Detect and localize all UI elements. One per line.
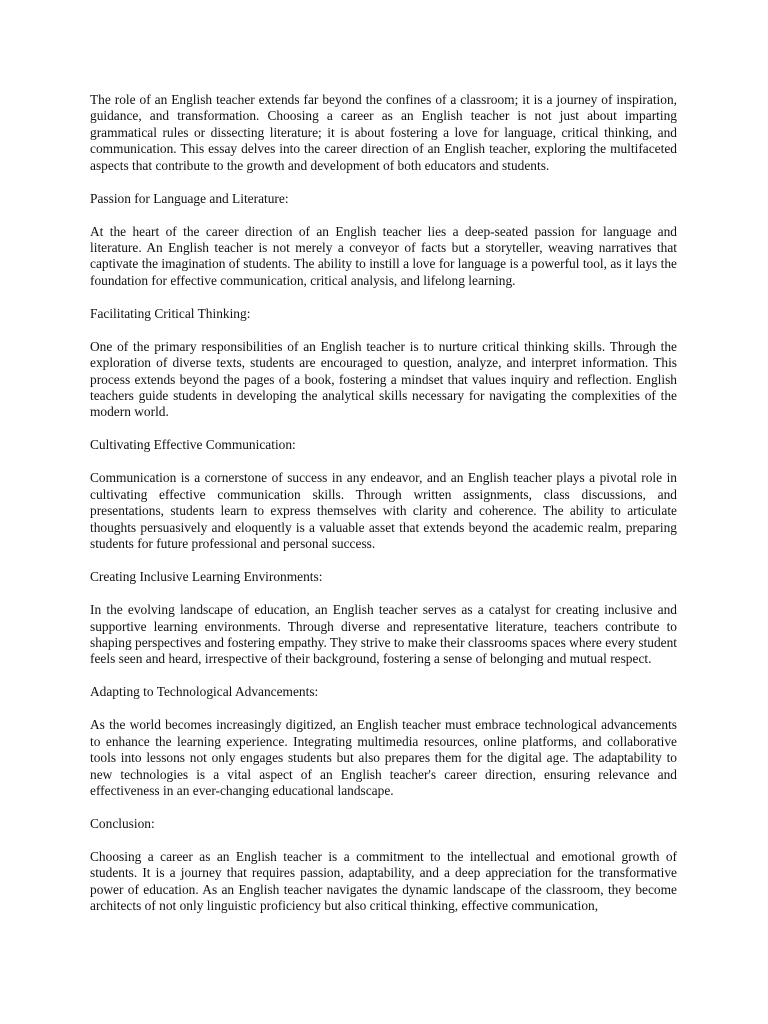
section-body-inclusive: In the evolving landscape of education, an English teacher serves as a catalyst for creating inclusive and supportive learning environments. Through diverse and representative literature, teachers contribute to shaping perspectives and fostering empathy. They strive to make their classrooms spaces where every student feels seen and heard, irrespective of their background, fostering a sense of belonging and mutual respect.: [90, 602, 677, 667]
section-body-conclusion: Choosing a career as an English teacher is a commitment to the intellectual and emotional growth of students. It is a journey that requires passion, adaptability, and a deep appreciation for the transformative power of education. As an English teacher navigates the dynamic landscape of the classroom, they become architects of not only linguistic proficiency but also critical thinking, effective communication,: [90, 848, 677, 914]
section-heading-critical-thinking: Facilitating Critical Thinking:: [90, 305, 251, 321]
section-heading-inclusive: Creating Inclusive Learning Environments:: [90, 569, 323, 585]
section-heading-communication: Cultivating Effective Communication:: [90, 437, 296, 453]
section-body-technology: As the world becomes increasingly digitized, an English teacher must embrace technological advancements to enhance the learning experience. Integrating multimedia resources, online platforms, and collaborative tools into lessons not only engages students but also prepares them for the digital age. The adaptability to new technologies is a vital aspect of an English teacher's career direction, ensuring relevance and effectiveness in an ever-changing educational landscape.: [90, 717, 677, 798]
section-body-passion: At the heart of the career direction of an English teacher lies a deep-seated passion for language and literature. An English teacher is not merely a conveyor of facts but a storyteller, weaving narratives that captivate the imagination of students. The ability to instill a love for language is a powerful tool, as it lays the foundation for effective communication, critical analysis, and lifelong learning.: [90, 223, 677, 288]
section-body-critical-thinking: One of the primary responsibilities of an English teacher is to nurture critical thinking skills. Through the exploration of diverse texts, students are encouraged to question, analyze, and interpret information. This process extends beyond the pages of a book, fostering a mindset that values inquiry and reflection. English teachers guide students in developing the analytical skills necessary for navigating the complexities of the modern world.: [90, 338, 677, 420]
section-heading-technology: Adapting to Technological Advancements:: [90, 684, 319, 700]
section-body-communication: Communication is a cornerstone of success in any endeavor, and an English teacher plays a pivotal role in cultivating effective communication skills. Through written assignments, class discussions, and presentations, students learn to express themselves with clarity and coherence. The ability to articulate thoughts persuasively and eloquently is a valuable asset that extends beyond the academic realm, preparing students for future professional and personal success.: [90, 470, 677, 552]
section-heading-passion: Passion for Language and Literature:: [90, 190, 289, 206]
section-heading-conclusion: Conclusion:: [90, 815, 155, 831]
document-body: [90, 92, 677, 931]
intro-paragraph: The role of an English teacher extends far beyond the confines of a classroom; it is a journey of inspiration, guidance, and transformation. Choosing a career as an English teacher is not just about imparting grammatical rules or dissecting literature; it is about fostering a love for language, critical thinking, and communication. This essay delves into the career direction of an English teacher, exploring the multifaceted aspects that contribute to the growth and development of both educators and students.: [90, 92, 677, 173]
